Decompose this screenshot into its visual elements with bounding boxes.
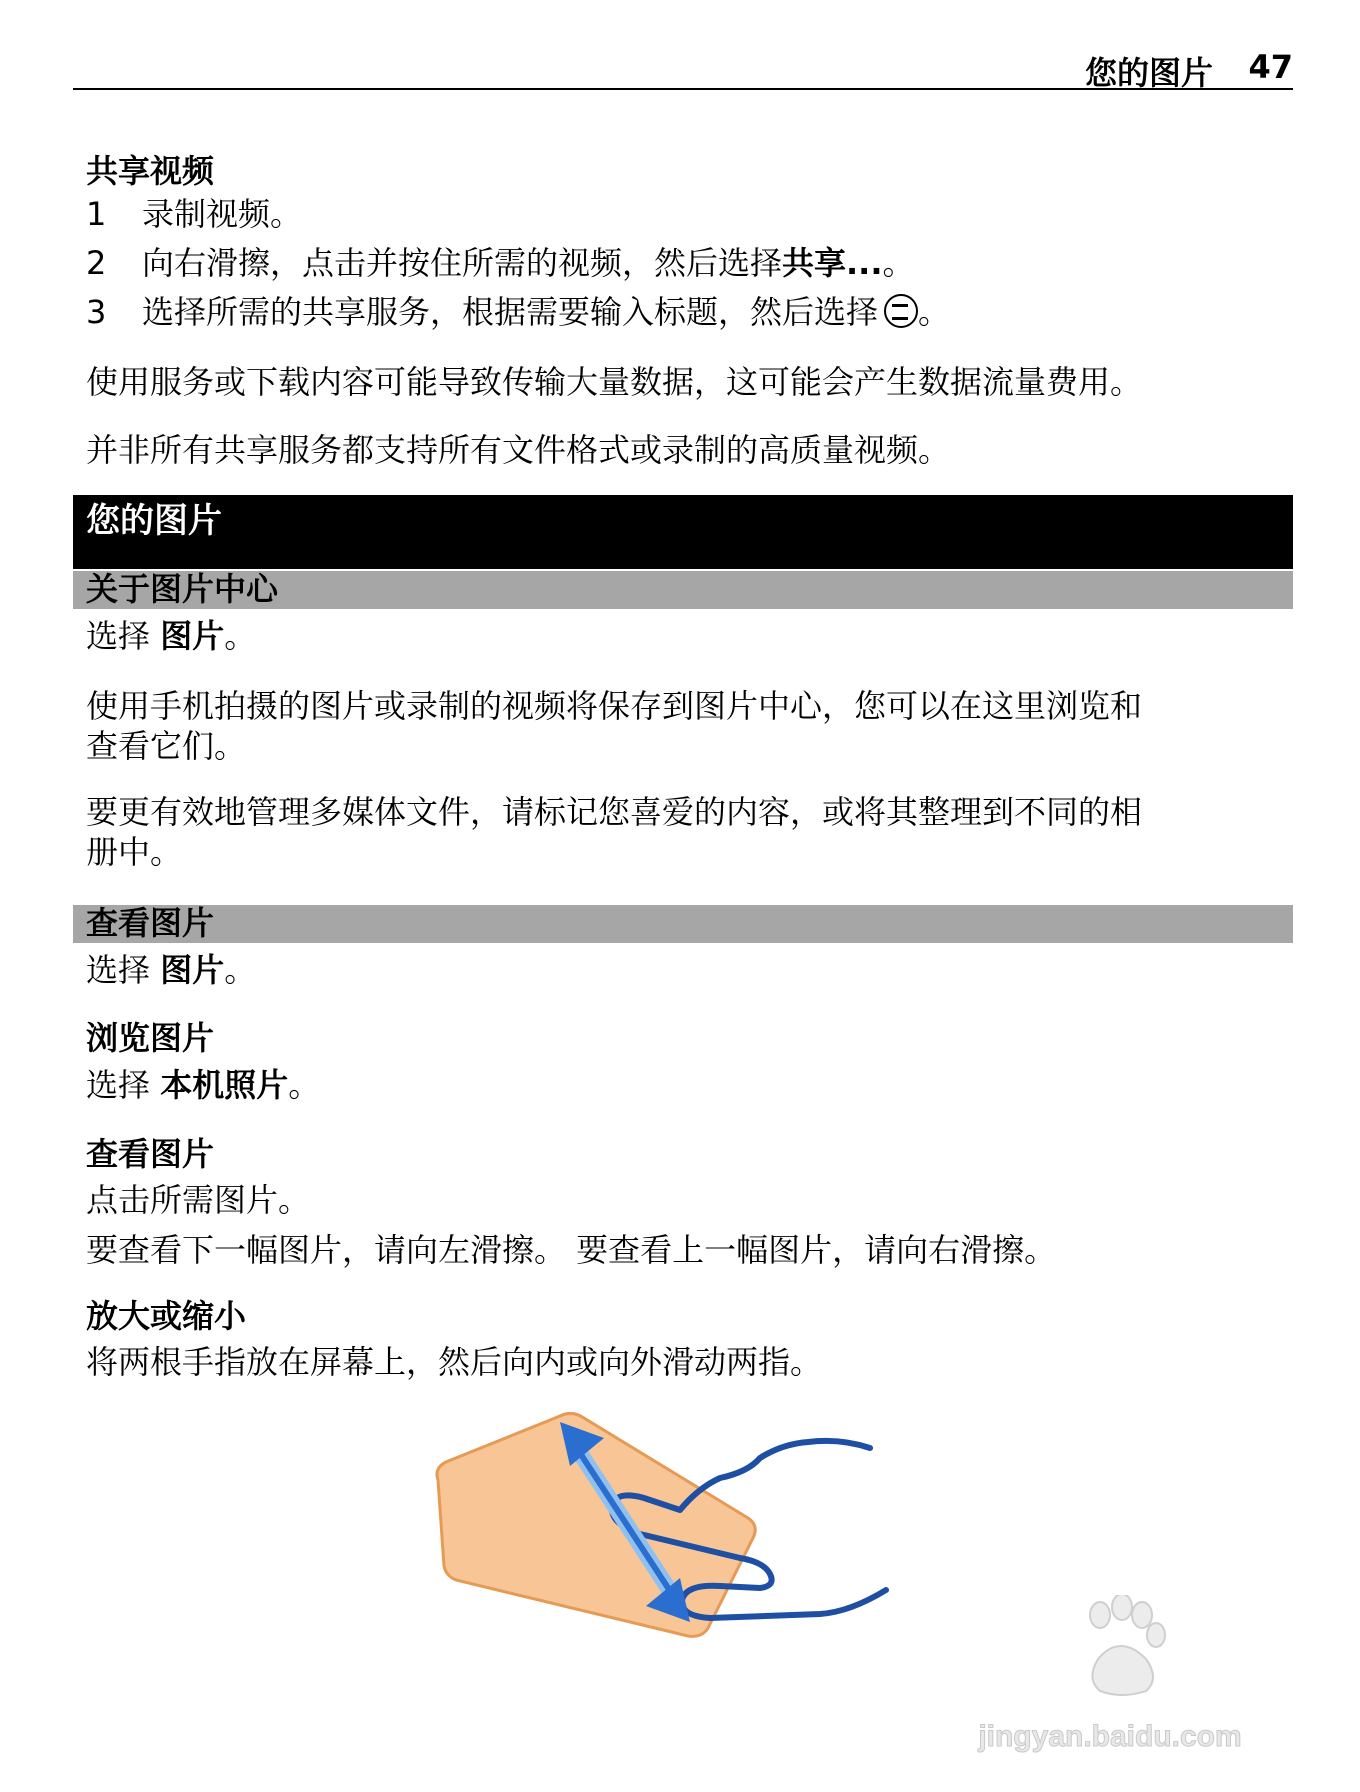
view-select-suffix: 。 xyxy=(224,951,257,989)
view-heading: 查看图片 xyxy=(86,904,215,942)
step-2-text-after: 。 xyxy=(882,244,915,282)
view-select-line xyxy=(86,950,256,990)
view-pic-line2: 要查看下一幅图片，请向左滑擦。 要查看上一幅图片，请向右滑擦。 xyxy=(86,1231,1057,1269)
chapter-title: 您的图片 xyxy=(86,501,222,541)
page-header xyxy=(73,44,1293,90)
zoom-heading: 放大或缩小 xyxy=(86,1297,247,1335)
view-pic-heading: 查看图片 xyxy=(86,1135,215,1173)
step-3-number: 3 xyxy=(86,293,107,331)
share-command: 共享... xyxy=(782,244,883,282)
section-bar-view xyxy=(73,905,1293,943)
step-1-number: 1 xyxy=(86,195,107,233)
chapter-title-bar xyxy=(73,495,1293,569)
about-para2-line2: 册中。 xyxy=(86,833,183,871)
phone-screen xyxy=(437,1413,755,1636)
step-3-text-after: 。 xyxy=(918,293,951,331)
about-select-line xyxy=(86,616,256,656)
step-3-text-before: 选择所需的共享服务，根据需要输入标题，然后选择 xyxy=(142,293,879,331)
about-select-prefix: 选择 xyxy=(86,617,161,655)
step-2-number: 2 xyxy=(86,244,107,282)
view-select-prefix: 选择 xyxy=(86,951,161,989)
pinch-zoom-illustration xyxy=(430,1400,910,1664)
format-support-note: 并非所有共享服务都支持所有文件格式或录制的高质量视频。 xyxy=(86,431,951,469)
about-select-suffix: 。 xyxy=(224,617,257,655)
browse-heading: 浏览图片 xyxy=(86,1019,215,1057)
about-para2-line1: 要更有效地管理多媒体文件，请标记您喜爱的内容，或将其整理到不同的相 xyxy=(86,793,1143,831)
browse-select-item: 本机照片 xyxy=(160,1066,289,1104)
data-cost-note: 使用服务或下载内容可能导致传输大量数据，这可能会产生数据流量费用。 xyxy=(86,363,1143,401)
step-2-text-before: 向右滑擦，点击并按住所需的视频，然后选择 xyxy=(142,244,783,282)
view-pic-line1: 点击所需图片。 xyxy=(86,1181,311,1219)
watermark-url: jingyan.baidu.com xyxy=(978,1720,1242,1753)
page-number: 47 xyxy=(1248,48,1293,86)
pinch-zoom-svg xyxy=(430,1400,910,1660)
browse-select-suffix: 。 xyxy=(288,1066,321,1104)
header-title: 您的图片 xyxy=(1084,54,1213,92)
baidu-paw-logo xyxy=(950,1595,1270,1745)
baidu-watermark xyxy=(950,1585,1270,1765)
about-para1-line2: 查看它们。 xyxy=(86,727,247,765)
about-select-item: 图片 xyxy=(160,617,225,655)
about-heading: 关于图片中心 xyxy=(86,570,279,608)
view-select-item: 图片 xyxy=(160,951,225,989)
browse-select-prefix: 选择 xyxy=(86,1066,161,1104)
step-2-text xyxy=(142,243,915,283)
about-para1-line1: 使用手机拍摄的图片或录制的视频将保存到图片中心，您可以在这里浏览和 xyxy=(86,687,1143,725)
zoom-text: 将两根手指放在屏幕上，然后向内或向外滑动两指。 xyxy=(86,1343,823,1381)
share-send-icon xyxy=(884,294,918,328)
browse-select-line xyxy=(86,1065,320,1105)
step-3-text xyxy=(142,292,950,332)
step-1-text: 录制视频。 xyxy=(142,195,303,233)
section-bar-about xyxy=(73,571,1293,609)
share-video-heading: 共享视频 xyxy=(86,152,215,190)
